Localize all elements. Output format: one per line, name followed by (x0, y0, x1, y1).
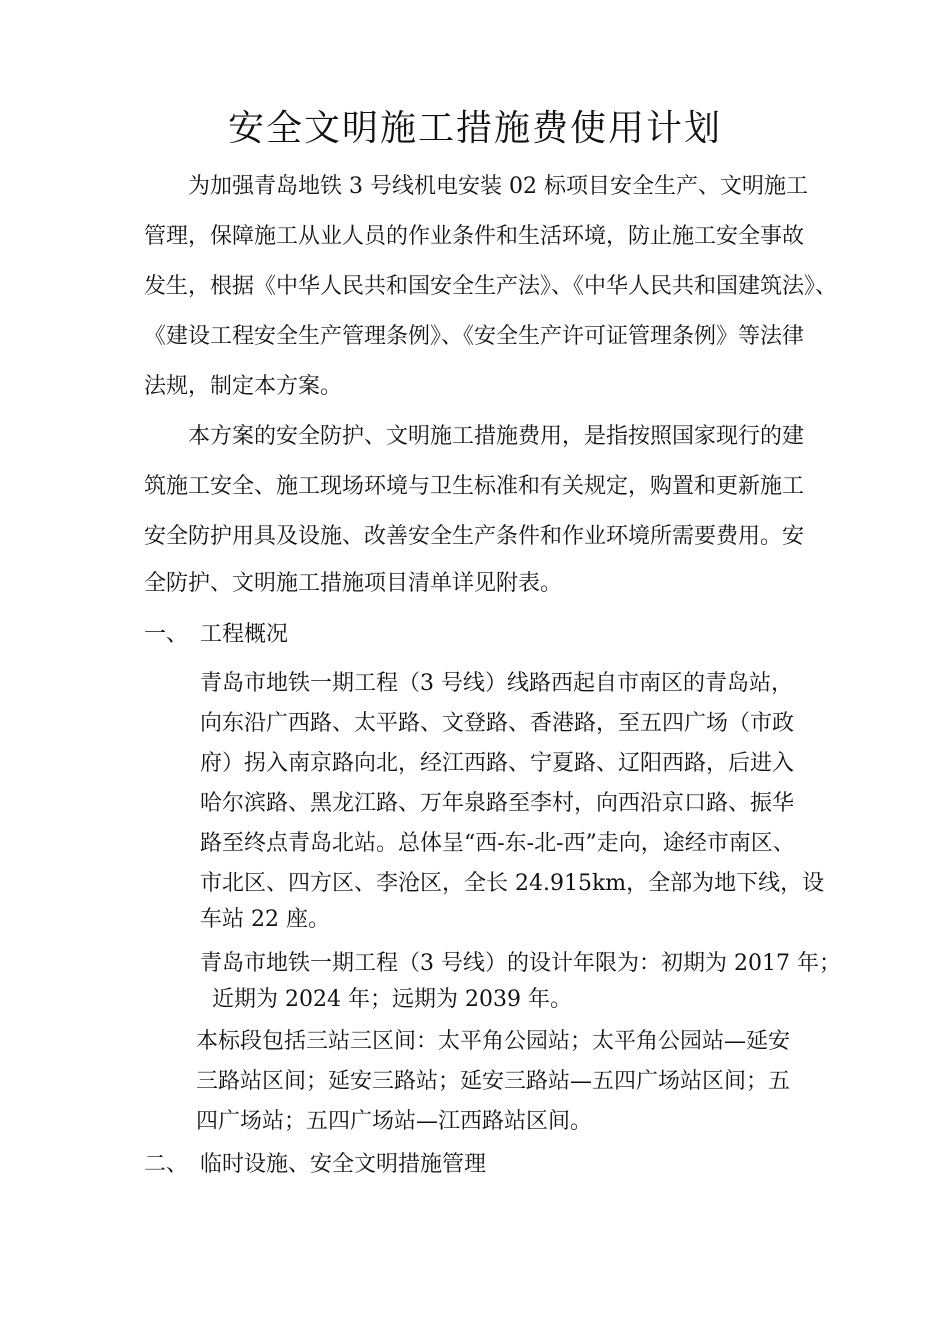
section-number: 二、 (144, 1152, 189, 1177)
overview-line: 哈尔滨路、黑龙江路、万年泉路至李村，向西沿京口路、振华 (200, 791, 795, 816)
design-period-line: 近期为 2024 年；远期为 2039 年。 (212, 987, 572, 1012)
overview-line: 青岛市地铁一期工程（3 号线）线路西起自市南区的青岛站， (200, 671, 793, 696)
paragraph-line: 法规，制定本方案。 (144, 374, 343, 399)
overview-line: 市北区、四方区、李沧区，全长 24.915km，全部为地下线，设 (200, 871, 825, 896)
overview-line: 路至终点青岛北站。总体呈“西-东-北-西”走向，途经市南区、 (200, 831, 795, 856)
paragraph-line: 为加强青岛地铁 3 号线机电安装 02 标项目安全生产、文明施工 (188, 174, 808, 199)
overview-line: 向东沿广西路、太平路、文登路、香港路，至五四广场（市政 (200, 711, 795, 736)
section-number: 一、 (144, 622, 189, 647)
paragraph-line: 安全防护用具及设施、改善安全生产条件和作业环境所需要费用。安 (144, 524, 805, 549)
overview-line: 车站 22 座。 (200, 907, 330, 932)
paragraph-line: 《建设工程安全生产管理条例》、《安全生产许可证管理条例》等法律 (144, 324, 805, 349)
document-title: 安全文明施工措施费使用计划 (227, 108, 722, 149)
overview-line: 府）拐入南京路向北，经江西路、宁夏路、辽阳西路，后进入 (200, 751, 795, 776)
section-heading: 临时设施、安全文明措施管理 (200, 1152, 487, 1177)
section-heading: 工程概况 (200, 622, 289, 647)
paragraph-line: 本方案的安全防护、文明施工措施费用，是指按照国家现行的建 (188, 424, 805, 449)
paragraph-line: 筑施工安全、施工现场环境与卫生标准和有关规定，购置和更新施工 (144, 474, 805, 499)
paragraph-line: 全防护、文明施工措施项目清单详见附表。 (144, 571, 563, 596)
scope-line: 三路站区间；延安三路站；延安三路站—五四广场站区间；五 (196, 1069, 791, 1094)
paragraph-line: 发生，根据《中华人民共和国安全生产法》、《中华人民共和国建筑法》、 (144, 274, 838, 299)
design-period-line: 青岛市地铁一期工程（3 号线）的设计年限为：初期为 2017 年； (200, 951, 841, 976)
scope-line: 本标段包括三站三区间：太平角公园站；太平角公园站—延安 (196, 1029, 791, 1054)
paragraph-line: 管理，保障施工从业人员的作业条件和生活环境，防止施工安全事故 (144, 224, 805, 249)
scope-line: 四广场站；五四广场站—江西路站区间。 (196, 1109, 593, 1134)
